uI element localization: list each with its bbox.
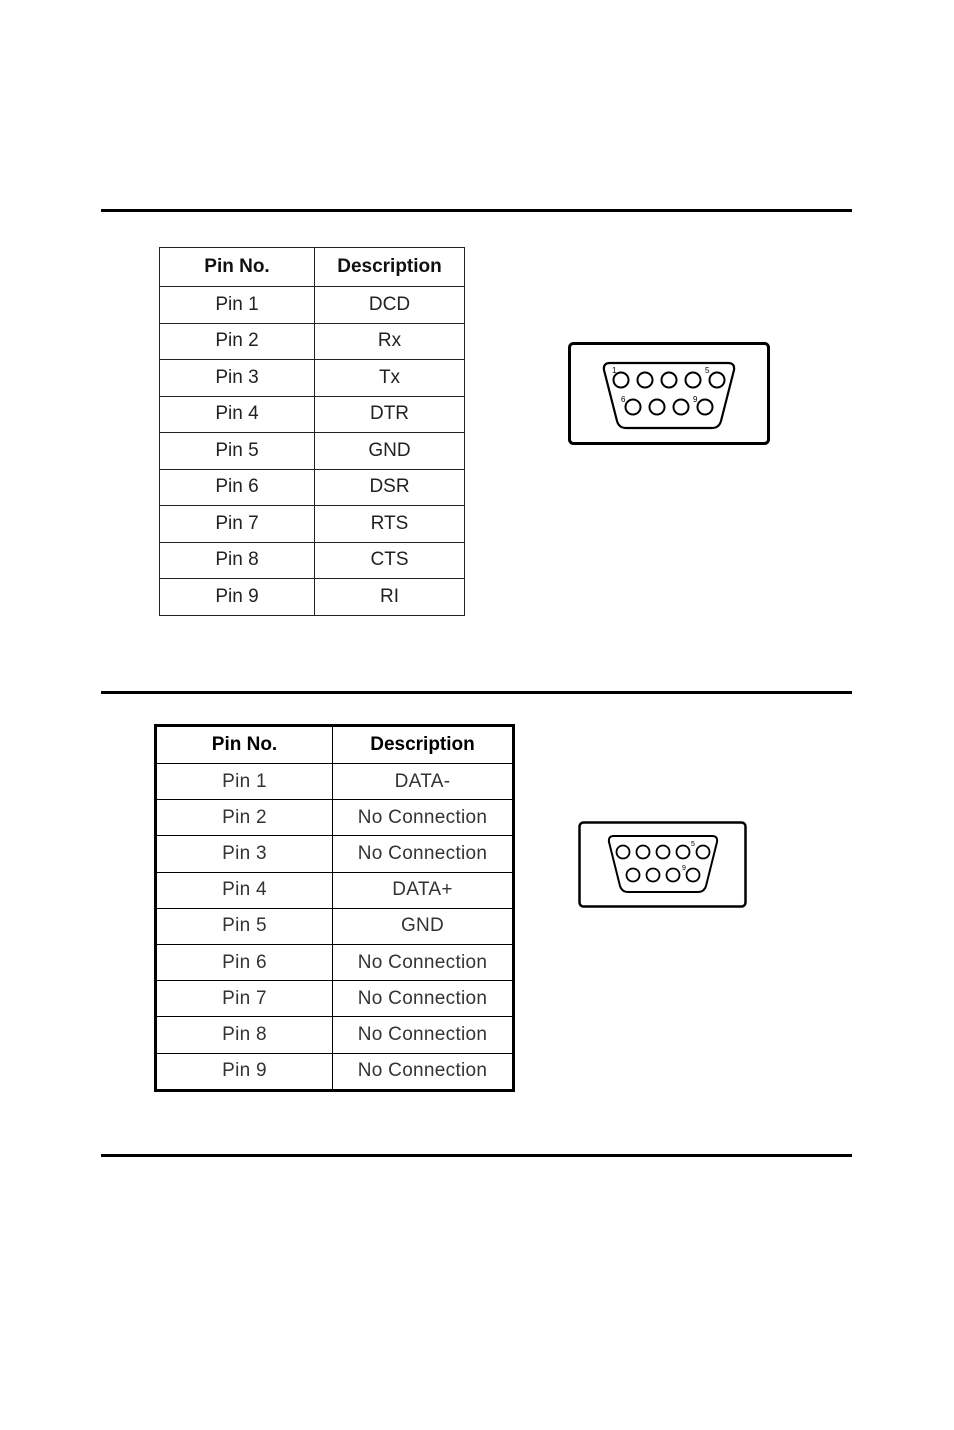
description-cell: DCD — [315, 287, 465, 324]
pin-hole — [674, 400, 689, 415]
table-row — [160, 287, 465, 324]
pin-hole — [657, 846, 670, 859]
description-cell: CTS — [315, 542, 465, 579]
table-row — [156, 836, 514, 872]
table-row — [160, 469, 465, 506]
description-cell: No Connection — [333, 981, 514, 1017]
description-cell: DSR — [315, 469, 465, 506]
pin-hole — [662, 373, 677, 388]
description-cell: DATA+ — [333, 872, 514, 908]
pin-cell: Pin 2 — [156, 800, 333, 836]
description-header: Description — [333, 726, 514, 764]
description-cell: No Connection — [333, 1053, 514, 1090]
pin-cell: Pin 1 — [160, 287, 315, 324]
description-cell: No Connection — [333, 1017, 514, 1053]
pin-cell: Pin 7 — [156, 981, 333, 1017]
pin-cell: Pin 4 — [156, 872, 333, 908]
description-cell: Tx — [315, 360, 465, 397]
description-cell: RI — [315, 579, 465, 616]
description-cell: DTR — [315, 396, 465, 433]
table-row — [160, 323, 465, 360]
description-cell: GND — [315, 433, 465, 470]
pin-hole — [617, 846, 630, 859]
pin-cell: Pin 5 — [156, 908, 333, 944]
table-row — [160, 433, 465, 470]
table-row — [156, 800, 514, 836]
pin-cell: Pin 9 — [160, 579, 315, 616]
description-cell: Rx — [315, 323, 465, 360]
description-cell: GND — [333, 908, 514, 944]
pin-hole — [626, 400, 641, 415]
rs485-pin-table — [154, 724, 515, 1092]
pin-cell: Pin 1 — [156, 764, 333, 800]
pin-hole — [667, 869, 680, 882]
pin-hole — [687, 869, 700, 882]
table-row — [160, 506, 465, 543]
pin-hole — [650, 400, 665, 415]
table-row — [160, 360, 465, 397]
pin-cell: Pin 4 — [160, 396, 315, 433]
pin-hole — [677, 846, 690, 859]
pin-hole — [627, 869, 640, 882]
pin-cell: Pin 7 — [160, 506, 315, 543]
table-row — [156, 764, 514, 800]
pin-label-9: 9 — [682, 865, 686, 872]
table-header-row — [156, 726, 514, 764]
pin-hole — [638, 373, 653, 388]
db9-connector-diagram — [568, 342, 770, 445]
pin-no-header: Pin No. — [156, 726, 333, 764]
description-cell: No Connection — [333, 836, 514, 872]
pin-hole — [710, 373, 725, 388]
db9-connector-diagram-small — [578, 821, 747, 908]
rs232-pin-table — [159, 247, 465, 616]
table-header-row — [160, 248, 465, 287]
table-row — [156, 1017, 514, 1053]
pin-hole — [686, 373, 701, 388]
pin-no-header: Pin No. — [160, 248, 315, 287]
pin-label-9: 9 — [693, 395, 698, 404]
pin-cell: Pin 9 — [156, 1053, 333, 1090]
table-row — [156, 908, 514, 944]
pin-hole — [697, 846, 710, 859]
section-divider-middle — [101, 691, 852, 694]
table-row — [156, 981, 514, 1017]
pin-label-6: 6 — [621, 395, 626, 404]
pin-cell: Pin 2 — [160, 323, 315, 360]
section-divider-bottom — [101, 1154, 852, 1157]
pin-label-1: 1 — [612, 366, 617, 375]
table-row — [156, 944, 514, 980]
table-row — [160, 542, 465, 579]
section-divider-top — [101, 209, 852, 212]
table-row — [160, 396, 465, 433]
pin-label-5: 5 — [691, 841, 695, 848]
description-cell: RTS — [315, 506, 465, 543]
description-cell: DATA- — [333, 764, 514, 800]
pin-cell: Pin 6 — [156, 944, 333, 980]
table-row — [160, 579, 465, 616]
pin-cell: Pin 3 — [156, 836, 333, 872]
pin-cell: Pin 8 — [156, 1017, 333, 1053]
pin-hole — [637, 846, 650, 859]
pin-hole — [647, 869, 660, 882]
connector-shell — [609, 836, 717, 892]
table-row — [156, 1053, 514, 1090]
pin-label-5: 5 — [705, 366, 710, 375]
pin-cell: Pin 5 — [160, 433, 315, 470]
description-cell: No Connection — [333, 800, 514, 836]
pin-cell: Pin 3 — [160, 360, 315, 397]
pin-cell: Pin 8 — [160, 542, 315, 579]
pin-cell: Pin 6 — [160, 469, 315, 506]
description-header: Description — [315, 248, 465, 287]
description-cell: No Connection — [333, 944, 514, 980]
pin-hole — [698, 400, 713, 415]
table-row — [156, 872, 514, 908]
